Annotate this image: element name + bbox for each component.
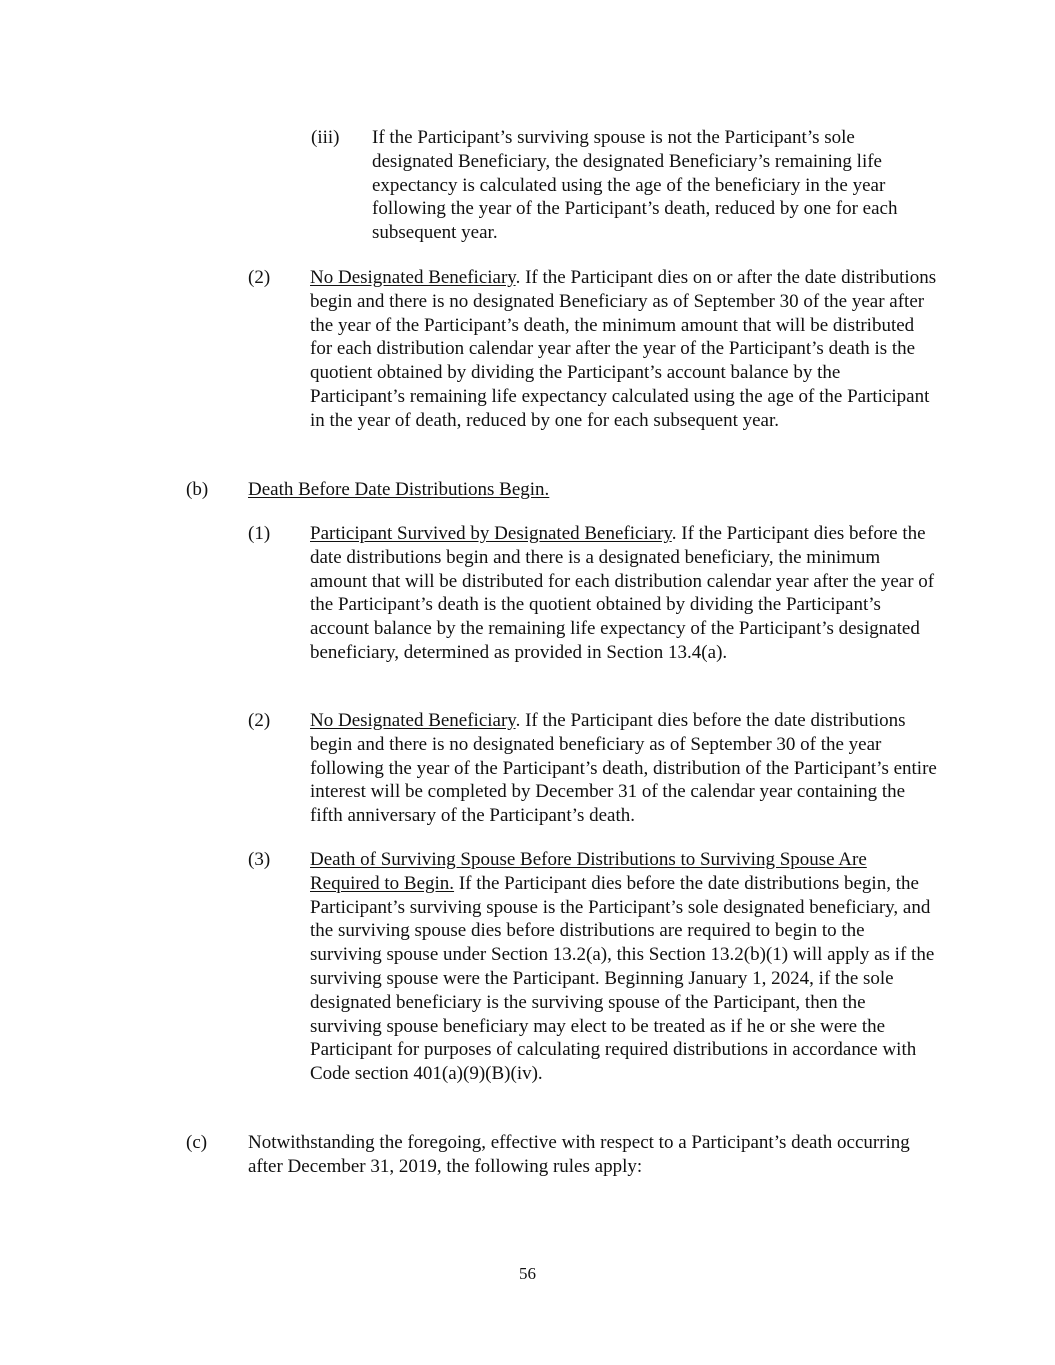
paragraph-a-2-heading: No Designated Beneficiary xyxy=(310,267,516,288)
item-marker-iii: (iii) xyxy=(311,127,340,148)
paragraph-a-iii xyxy=(372,126,937,245)
item-marker-a-2: (2) xyxy=(248,267,271,288)
page-number: 56 xyxy=(519,1264,536,1283)
item-marker-b-2: (2) xyxy=(248,710,271,731)
paragraph-b-1-heading: Participant Survived by Designated Beneficiary xyxy=(310,523,672,544)
paragraph-a-2-text: . If the Participant dies on or after the date distributions begin and there is no designated Beneficiary as of September 30 of the year after the year of the Participant’s death, the minimum amount that will be distributed for each distribution calendar year after the year of the Participant’s death is the quotient obtained by dividing the Participant’s account balance by the Participant’s remaining life expectancy calculated using the age of the Participant in the year of death, reduced by one for each subsequent year. xyxy=(310,267,937,431)
section-b-heading-text: Death Before Date Distributions Begin. xyxy=(248,479,550,500)
paragraph-c-text: Notwithstanding the foregoing, effective with respect to a Participant’s death occurring after December 31, 2019, the following rules apply: xyxy=(248,1132,910,1177)
paragraph-b-1-text: . If the Participant dies before the date distributions begin and there is a designated beneficiary, the minimum amount that will be distributed for each distribution calendar year after the year of the Participant’s death is the quotient obtained by dividing the Participant’s account balance by the remaining life expectancy of the Participant’s designated beneficiary, determined as provided in Section 13.4(a). xyxy=(310,523,935,663)
paragraph-b-2 xyxy=(310,709,938,828)
item-marker-b-3: (3) xyxy=(248,849,271,870)
paragraph-b-3 xyxy=(310,848,938,1086)
paragraph-b-2-heading: No Designated Beneficiary xyxy=(310,710,516,731)
item-marker-c: (c) xyxy=(186,1132,208,1153)
item-marker-b: (b) xyxy=(186,479,209,500)
paragraph-b-3-heading: Death of Surviving Spouse Before Distributions to Surviving Spouse Are Required to Begin. xyxy=(310,849,867,894)
paragraph-c xyxy=(248,1131,938,1179)
item-marker-b-1: (1) xyxy=(248,523,271,544)
paragraph-b-1 xyxy=(310,522,938,665)
paragraph-a-2 xyxy=(310,266,938,433)
section-b-heading xyxy=(248,478,938,502)
paragraph-b-3-text: If the Participant dies before the date distributions begin, the Participant’s surviving spouse is the Participant’s sole designated beneficiary, and the surviving spouse dies before distributions are required to begin to the surviving spouse under Section 13.2(a), this Section 13.2(b)(1) will apply as if the surviving spouse were the Participant. Beginning January 1, 2024, if the sole designated beneficiary is the surviving spouse of the Participant, then the surviving spouse beneficiary may elect to be treated as if he or she were the Participant for purposes of calculating required distributions in accordance with Code section 401(a)(9)(B)(iv). xyxy=(310,872,935,1085)
paragraph-b-2-text: . If the Participant dies before the date distributions begin and there is no designated beneficiary as of September 30 of the year following the year of the Participant’s death, distribution of the Participant’s entire interest will be completed by December 31 of the calendar year containing the fifth anniversary of the Participant’s death. xyxy=(310,710,937,827)
paragraph-a-iii-text: If the Participant’s surviving spouse is not the Participant’s sole designated Beneficiary, the designated Beneficiary’s remaining life expectancy is calculated using the age of the beneficiary in the year following the year of the Participant’s death, reduced by one for each subsequent year. xyxy=(372,127,898,244)
